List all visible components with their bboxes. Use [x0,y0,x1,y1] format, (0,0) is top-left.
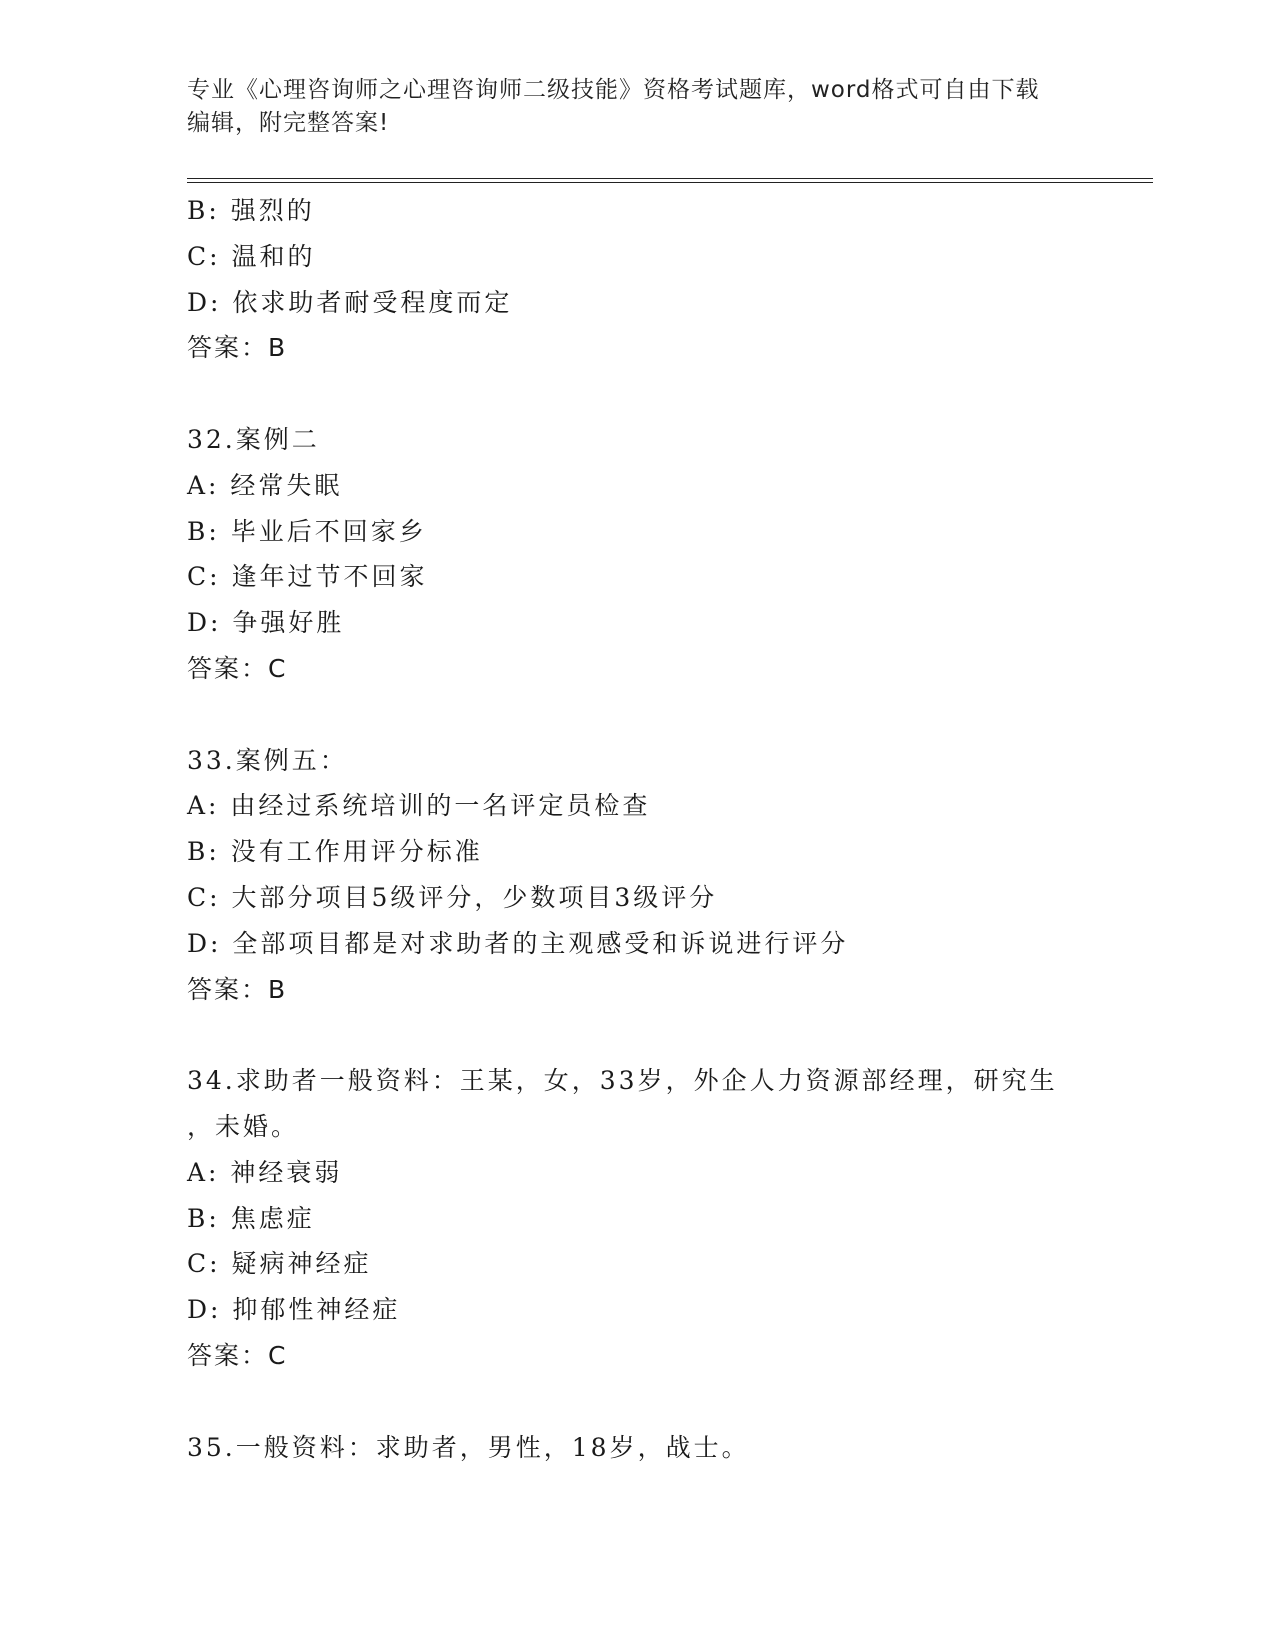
question-title-line-1: 34.求助者一般资料：王某，女，33岁，外企人力资源部经理，研究生 [187,1066,1058,1096]
answer: 答案：B [187,333,288,363]
option-d: D: 争强好胜 [187,608,345,638]
question-32 [187,417,1087,692]
answer: 答案：C [187,653,288,683]
question-title: 33.案例五： [187,745,348,775]
answer: 答案：B [187,974,288,1004]
option-a: A: 经常失眠 [187,470,343,500]
option-b: B: 毕业后不回家乡 [187,516,427,546]
spacer [187,1012,1087,1058]
header-rule-bottom [187,182,1153,183]
option-c: C: 逢年过节不回家 [187,562,428,592]
question-title: 32.案例二 [187,424,320,454]
option-b: B: 强烈的 [187,196,315,225]
option-a: A: 由经过系统培训的一名评定员检查 [187,791,651,821]
question-list [187,188,1087,1470]
option-b: B: 没有工作用评分标准 [187,837,483,867]
header-line-1: 专业《心理咨询师之心理咨询师二级技能》资格考试题库，word格式可自由下载 [187,77,1040,103]
header-line-2: 编辑，附完整答案! [187,110,390,136]
question-34 [187,1058,1087,1379]
question-title: 35.一般资料：求助者，男性，18岁，战士。 [187,1432,750,1462]
document-header [187,74,1087,140]
option-a: A: 神经衰弱 [187,1157,343,1187]
option-c: C: 温和的 [187,241,316,271]
spacer [187,692,1087,738]
spacer [187,1379,1087,1425]
question-33 [187,738,1087,1013]
option-d: D: 全部项目都是对求助者的主观感受和诉说进行评分 [187,928,849,958]
spacer [187,371,1087,417]
answer: 答案：C [187,1340,288,1370]
question-31 [187,188,1087,371]
option-b: B: 焦虑症 [187,1203,315,1233]
option-c: C: 大部分项目5级评分，少数项目3级评分 [187,882,718,912]
question-title-line-2: ，未婚。 [187,1111,300,1141]
question-35 [187,1425,1087,1471]
option-d: D: 抑郁性神经症 [187,1295,401,1325]
option-c: C: 疑病神经症 [187,1249,372,1279]
option-d: D: 依求助者耐受程度而定 [187,287,513,317]
header-rule-top [187,178,1153,179]
